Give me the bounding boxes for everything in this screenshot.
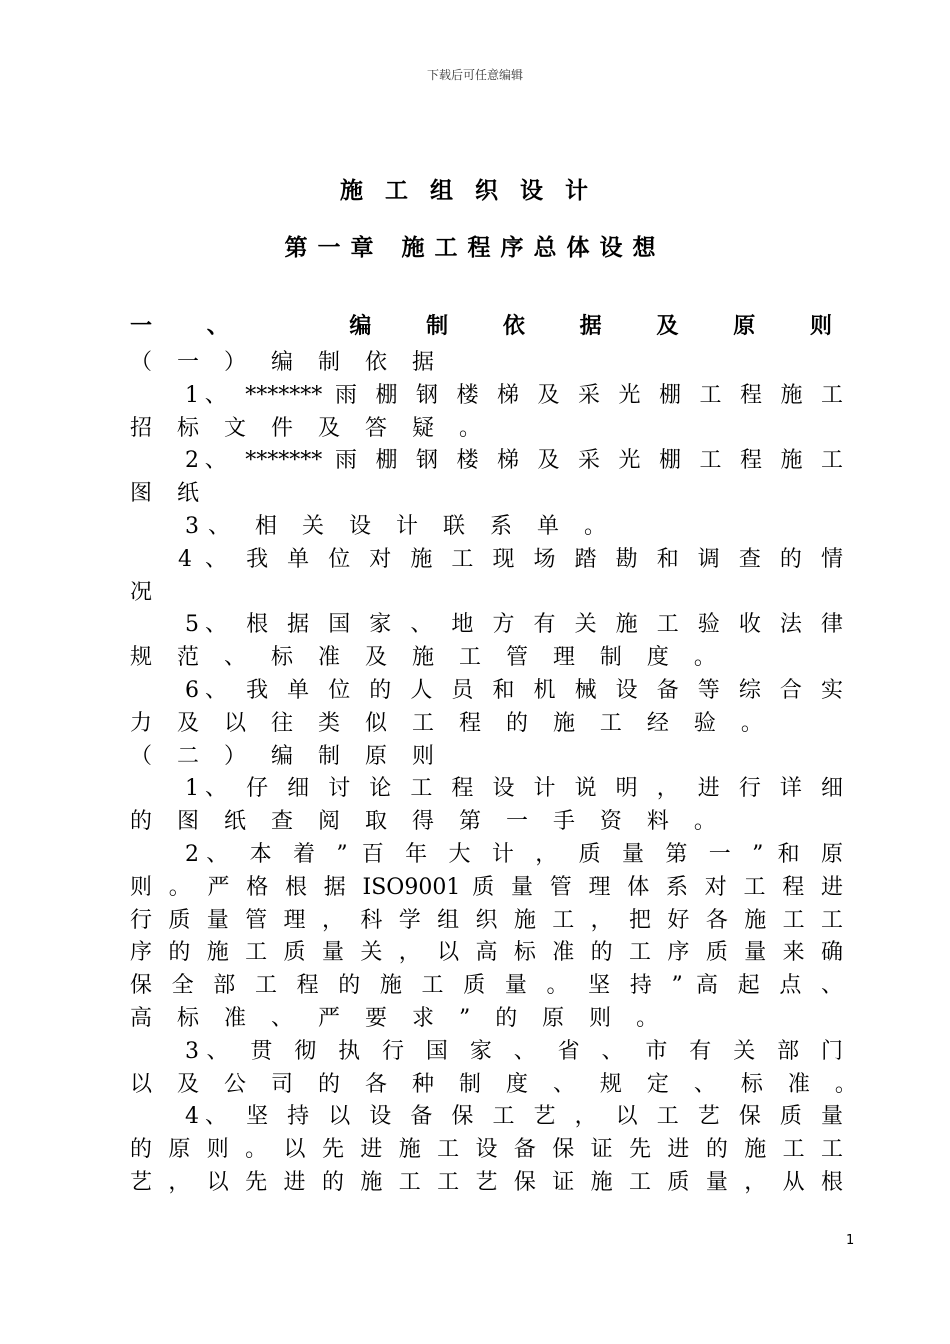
chapter-title: 第一章 施工程序总体设想 <box>284 235 666 261</box>
text-line: 规 范 、 标 准 及 施 工 管 理 制 度 。 <box>130 645 725 671</box>
subsection-heading: （ 一 ） 编 制 依 据 <box>130 350 443 375</box>
text-line: 2、 本 着 ” 百 年 大 计 ， 质 量 第 一 ” 和 原 <box>185 841 843 867</box>
page-number: 1 <box>846 1233 855 1248</box>
text-line: 1、 仔 细 讨 论 工 程 设 计 说 明 ， 进 行 详 细 <box>185 776 843 802</box>
text-line: 2、 ******* 雨 棚 钢 楼 梯 及 采 光 棚 工 程 施 工 <box>185 448 843 474</box>
header-note: 下载后可任意编辑 <box>426 68 523 82</box>
text-line: 艺 ， 以 先 进 的 施 工 工 艺 保 证 施 工 质 量 ， 从 根 <box>130 1169 843 1195</box>
text-line: 保 全 部 工 程 的 施 工 质 量 。 坚 持 ” 高 起 点 、 <box>130 973 843 999</box>
text-line: 3、 贯 彻 执 行 国 家 、 省 、 市 有 关 部 门 <box>185 1038 843 1064</box>
text-line: 以 及 公 司 的 各 种 制 度 、 规 定 、 标 准 。 <box>130 1071 866 1097</box>
text-line: 况 <box>130 579 162 605</box>
document-title: 施工组织设计 <box>340 178 610 204</box>
text-line: 的 图 纸 查 阅 取 得 第 一 手 资 料 。 <box>130 809 725 835</box>
text-line: 高 标 准 、 严 要 求 ” 的 原 则 。 <box>130 1005 668 1031</box>
text-line: 则 。 严 格 根 据 ISO9001 质 量 管 理 体 系 对 工 程 进 <box>130 874 843 900</box>
text-line: 序 的 施 工 质 量 关 ， 以 高 标 准 的 工 序 质 量 来 确 <box>130 940 843 966</box>
subsection-heading: （ 二 ） 编 制 原 则 <box>130 743 443 769</box>
text-line: 招 标 文 件 及 答 疑 。 <box>130 415 490 441</box>
document-body <box>130 309 866 1200</box>
text-line: 力 及 以 往 类 似 工 程 的 施 工 经 验 。 <box>130 710 772 736</box>
text-line: 3、 相 关 设 计 联 系 单 。 <box>185 513 615 539</box>
text-line: 4、 坚 持 以 设 备 保 工 艺 ， 以 工 艺 保 质 量 <box>185 1104 843 1130</box>
text-line: 图 纸 <box>130 481 208 507</box>
text-line: 5、 根 据 国 家 、 地 方 有 关 施 工 验 收 法 律 <box>185 612 843 638</box>
text-line: 的 原 则 。 以 先 进 施 工 设 备 保 证 先 进 的 施 工 工 <box>130 1137 843 1163</box>
text-line: 4 、 我 单 位 对 施 工 现 场 踏 勘 和 调 查 的 情 <box>178 546 843 572</box>
text-line: 行 质 量 管 理 ， 科 学 组 织 施 工 ， 把 好 各 施 工 工 <box>130 907 843 933</box>
text-line: 1、 ******* 雨 棚 钢 楼 梯 及 采 光 棚 工 程 施 工 <box>185 382 843 408</box>
text-line: 6、 我 单 位 的 人 员 和 机 械 设 备 等 综 合 实 <box>185 677 843 703</box>
section-heading: 一、 编制依据及原则 <box>130 314 843 339</box>
